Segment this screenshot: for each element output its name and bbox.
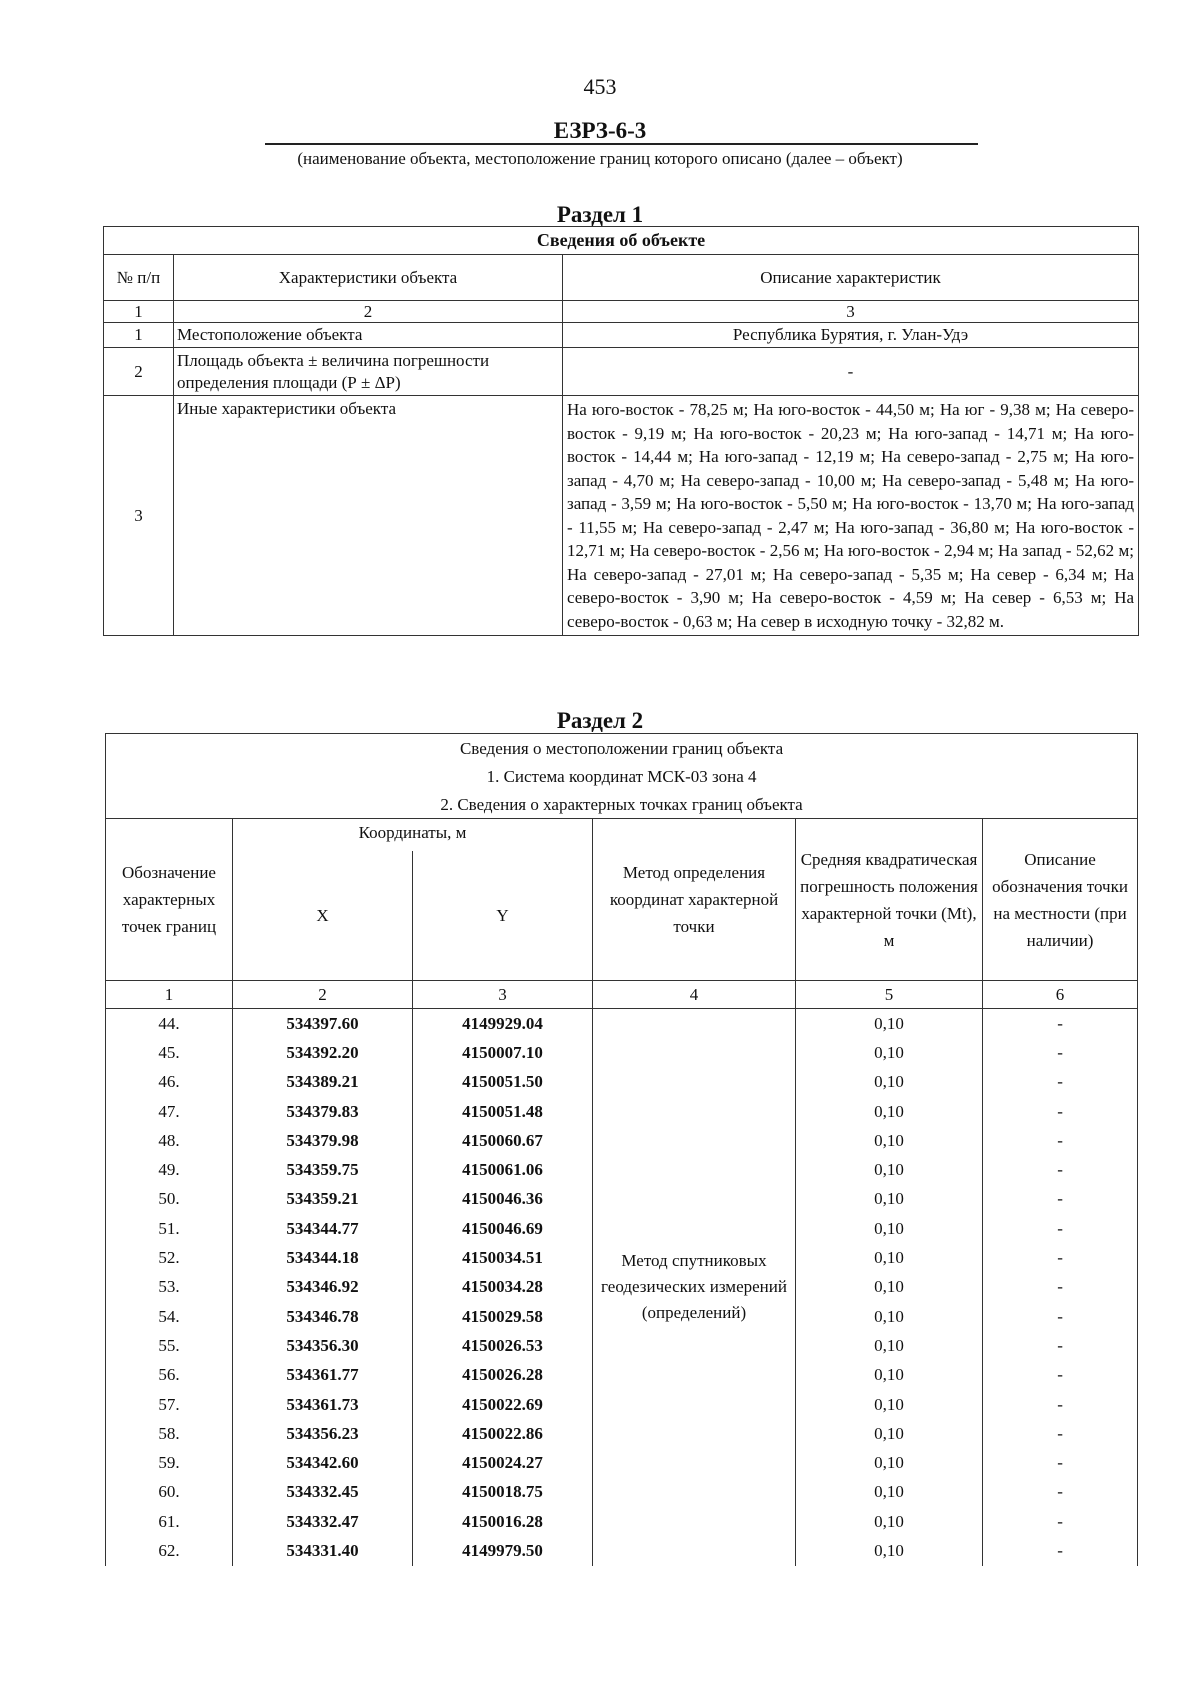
point-id: 52.	[106, 1243, 233, 1272]
point-error: 0,10	[796, 1068, 983, 1097]
point-y: 4150018.75	[413, 1478, 593, 1507]
point-description: -	[983, 1419, 1138, 1448]
point-y: 4150022.69	[413, 1390, 593, 1419]
index-cell: 3	[413, 981, 593, 1009]
point-error: 0,10	[796, 1536, 983, 1565]
point-y: 4150026.53	[413, 1331, 593, 1360]
point-x: 534332.45	[233, 1478, 413, 1507]
header-characteristics: Характеристики объекта	[174, 255, 563, 301]
point-x: 534342.60	[233, 1448, 413, 1477]
section1-caption: Сведения об объекте	[104, 227, 1139, 255]
point-error: 0,10	[796, 1243, 983, 1272]
point-id: 47.	[106, 1097, 233, 1126]
point-error: 0,10	[796, 1155, 983, 1184]
point-description: -	[983, 1185, 1138, 1214]
method-cell: Метод спутниковых геодезических измерений (определений)	[593, 1009, 796, 1566]
row-num: 1	[104, 323, 174, 348]
section1-heading: Раздел 1	[556, 202, 644, 227]
point-error: 0,10	[796, 1097, 983, 1126]
point-id: 49.	[106, 1155, 233, 1184]
index-cell: 3	[563, 301, 1139, 323]
index-cell: 5	[796, 981, 983, 1009]
title-caption: (наименование объекта, местоположение границ которого описано (далее – объект)	[297, 149, 903, 168]
section2-caption-line: 2. Сведения о характерных точках границ объекта	[106, 790, 1138, 819]
point-error: 0,10	[796, 1302, 983, 1331]
point-x: 534344.18	[233, 1243, 413, 1272]
row-num: 2	[104, 348, 174, 396]
index-cell: 6	[983, 981, 1138, 1009]
point-id: 60.	[106, 1478, 233, 1507]
point-y: 4150007.10	[413, 1038, 593, 1067]
point-description: -	[983, 1214, 1138, 1243]
point-y: 4150016.28	[413, 1507, 593, 1536]
header-y: Y	[413, 851, 593, 981]
point-y: 4150046.69	[413, 1214, 593, 1243]
point-error: 0,10	[796, 1478, 983, 1507]
row-value: -	[563, 348, 1139, 396]
point-description: -	[983, 1038, 1138, 1067]
point-description: -	[983, 1126, 1138, 1155]
point-id: 54.	[106, 1302, 233, 1331]
point-x: 534379.83	[233, 1097, 413, 1126]
row-value: Республика Бурятия, г. Улан-Удэ	[563, 323, 1139, 348]
point-id: 48.	[106, 1126, 233, 1155]
point-y: 4150029.58	[413, 1302, 593, 1331]
section1-table	[103, 226, 1139, 636]
point-error: 0,10	[796, 1419, 983, 1448]
point-y: 4150026.28	[413, 1361, 593, 1390]
point-description: -	[983, 1448, 1138, 1477]
point-id: 51.	[106, 1214, 233, 1243]
document-title: ЕЗРЗ-6-3	[553, 118, 647, 143]
header-x: X	[233, 851, 413, 981]
point-error: 0,10	[796, 1507, 983, 1536]
point-error: 0,10	[796, 1361, 983, 1390]
points-table-body	[106, 1009, 1138, 1566]
header-error: Средняя квадратическая погрешность положения характерной точки (Mt), м	[796, 819, 983, 981]
page-number: 453	[583, 74, 617, 99]
point-error: 0,10	[796, 1214, 983, 1243]
section2-heading: Раздел 2	[556, 708, 644, 733]
row-name: Иные характеристики объекта	[174, 396, 563, 636]
point-id: 61.	[106, 1507, 233, 1536]
point-x: 534397.60	[233, 1009, 413, 1039]
point-x: 534379.98	[233, 1126, 413, 1155]
point-description: -	[983, 1097, 1138, 1126]
point-y: 4150046.36	[413, 1185, 593, 1214]
point-x: 534359.75	[233, 1155, 413, 1184]
index-cell: 1	[106, 981, 233, 1009]
point-description: -	[983, 1302, 1138, 1331]
row-value: На юго-восток - 78,25 м; На юго-восток - 44,50 м; На юг - 9,38 м; На северо-восток - 9,19 м; На юго-восток - 20,23 м; На юго-запад - 14,71 м; На юго-восток - 14,44 м; На юго-запад - 12,19 м; На северо-запад - 2,75 м; На юго-запад - 4,70 м; На северо-запад - 10,00 м; На северо-запад - 5,48 м; На юго-запад - 3,59 м; На юго-восток - 5,50 м; На юго-восток - 13,70 м; На юго-запад - 11,55 м; На северо-запад - 2,47 м; На юго-запад - 36,80 м; На юго-восток - 12,71 м; На северо-восток - 2,56 м; На юго-восток - 2,94 м; На запад - 52,62 м; На северо-запад - 27,01 м; На северо-запад - 5,35 м; На север - 6,34 м; На северо-восток - 3,90 м; На северо-восток - 4,59 м; На север - 6,53 м; На северо-восток - 0,63 м; На север в исходную точку - 32,82 м.	[563, 396, 1139, 636]
point-description: -	[983, 1273, 1138, 1302]
point-description: -	[983, 1068, 1138, 1097]
point-y: 4150022.86	[413, 1419, 593, 1448]
point-id: 45.	[106, 1038, 233, 1067]
point-description: -	[983, 1009, 1138, 1039]
row-name: Площадь объекта ± величина погрешности определения площади (Р ± ΔР)	[174, 348, 563, 396]
point-x: 534356.30	[233, 1331, 413, 1360]
point-error: 0,10	[796, 1448, 983, 1477]
point-error: 0,10	[796, 1331, 983, 1360]
point-id: 57.	[106, 1390, 233, 1419]
point-id: 62.	[106, 1536, 233, 1565]
title-underline	[265, 143, 978, 145]
point-x: 534361.73	[233, 1390, 413, 1419]
point-x: 534361.77	[233, 1361, 413, 1390]
point-description: -	[983, 1390, 1138, 1419]
point-x: 534359.21	[233, 1185, 413, 1214]
header-point: Обозначение характерных точек границ	[106, 819, 233, 981]
point-id: 58.	[106, 1419, 233, 1448]
point-id: 59.	[106, 1448, 233, 1477]
row-num: 3	[104, 396, 174, 636]
index-cell: 2	[233, 981, 413, 1009]
table-row	[106, 1009, 1138, 1039]
row-name: Местоположение объекта	[174, 323, 563, 348]
point-y: 4150051.50	[413, 1068, 593, 1097]
header-num: № п/п	[104, 255, 174, 301]
point-id: 56.	[106, 1361, 233, 1390]
index-cell: 2	[174, 301, 563, 323]
section2-table	[105, 733, 1138, 1566]
point-x: 534346.92	[233, 1273, 413, 1302]
point-x: 534389.21	[233, 1068, 413, 1097]
point-description: -	[983, 1478, 1138, 1507]
point-description: -	[983, 1331, 1138, 1360]
point-x: 534346.78	[233, 1302, 413, 1331]
header-method: Метод определения координат характерной точки	[593, 819, 796, 981]
point-y: 4150051.48	[413, 1097, 593, 1126]
header-point-description: Описание обозначения точки на местности (при наличии)	[983, 819, 1138, 981]
point-y: 4149929.04	[413, 1009, 593, 1039]
point-id: 55.	[106, 1331, 233, 1360]
point-description: -	[983, 1536, 1138, 1565]
point-y: 4150060.67	[413, 1126, 593, 1155]
point-error: 0,10	[796, 1273, 983, 1302]
point-description: -	[983, 1155, 1138, 1184]
header-coords: Координаты, м	[233, 819, 593, 851]
index-cell: 1	[104, 301, 174, 323]
point-x: 534356.23	[233, 1419, 413, 1448]
point-y: 4150034.28	[413, 1273, 593, 1302]
point-x: 534392.20	[233, 1038, 413, 1067]
point-id: 44.	[106, 1009, 233, 1039]
point-x: 534332.47	[233, 1507, 413, 1536]
point-error: 0,10	[796, 1126, 983, 1155]
section2-caption-line: 1. Система координат МСК-03 зона 4	[106, 762, 1138, 790]
point-y: 4150061.06	[413, 1155, 593, 1184]
point-id: 46.	[106, 1068, 233, 1097]
point-description: -	[983, 1243, 1138, 1272]
point-y: 4150034.51	[413, 1243, 593, 1272]
point-error: 0,10	[796, 1009, 983, 1039]
point-id: 50.	[106, 1185, 233, 1214]
point-y: 4149979.50	[413, 1536, 593, 1565]
index-cell: 4	[593, 981, 796, 1009]
point-error: 0,10	[796, 1390, 983, 1419]
point-description: -	[983, 1361, 1138, 1390]
point-x: 534331.40	[233, 1536, 413, 1565]
point-description: -	[983, 1507, 1138, 1536]
point-y: 4150024.27	[413, 1448, 593, 1477]
section2-caption-line: Сведения о местоположении границ объекта	[106, 734, 1138, 763]
header-description: Описание характеристик	[563, 255, 1139, 301]
point-id: 53.	[106, 1273, 233, 1302]
point-error: 0,10	[796, 1038, 983, 1067]
point-x: 534344.77	[233, 1214, 413, 1243]
point-error: 0,10	[796, 1185, 983, 1214]
